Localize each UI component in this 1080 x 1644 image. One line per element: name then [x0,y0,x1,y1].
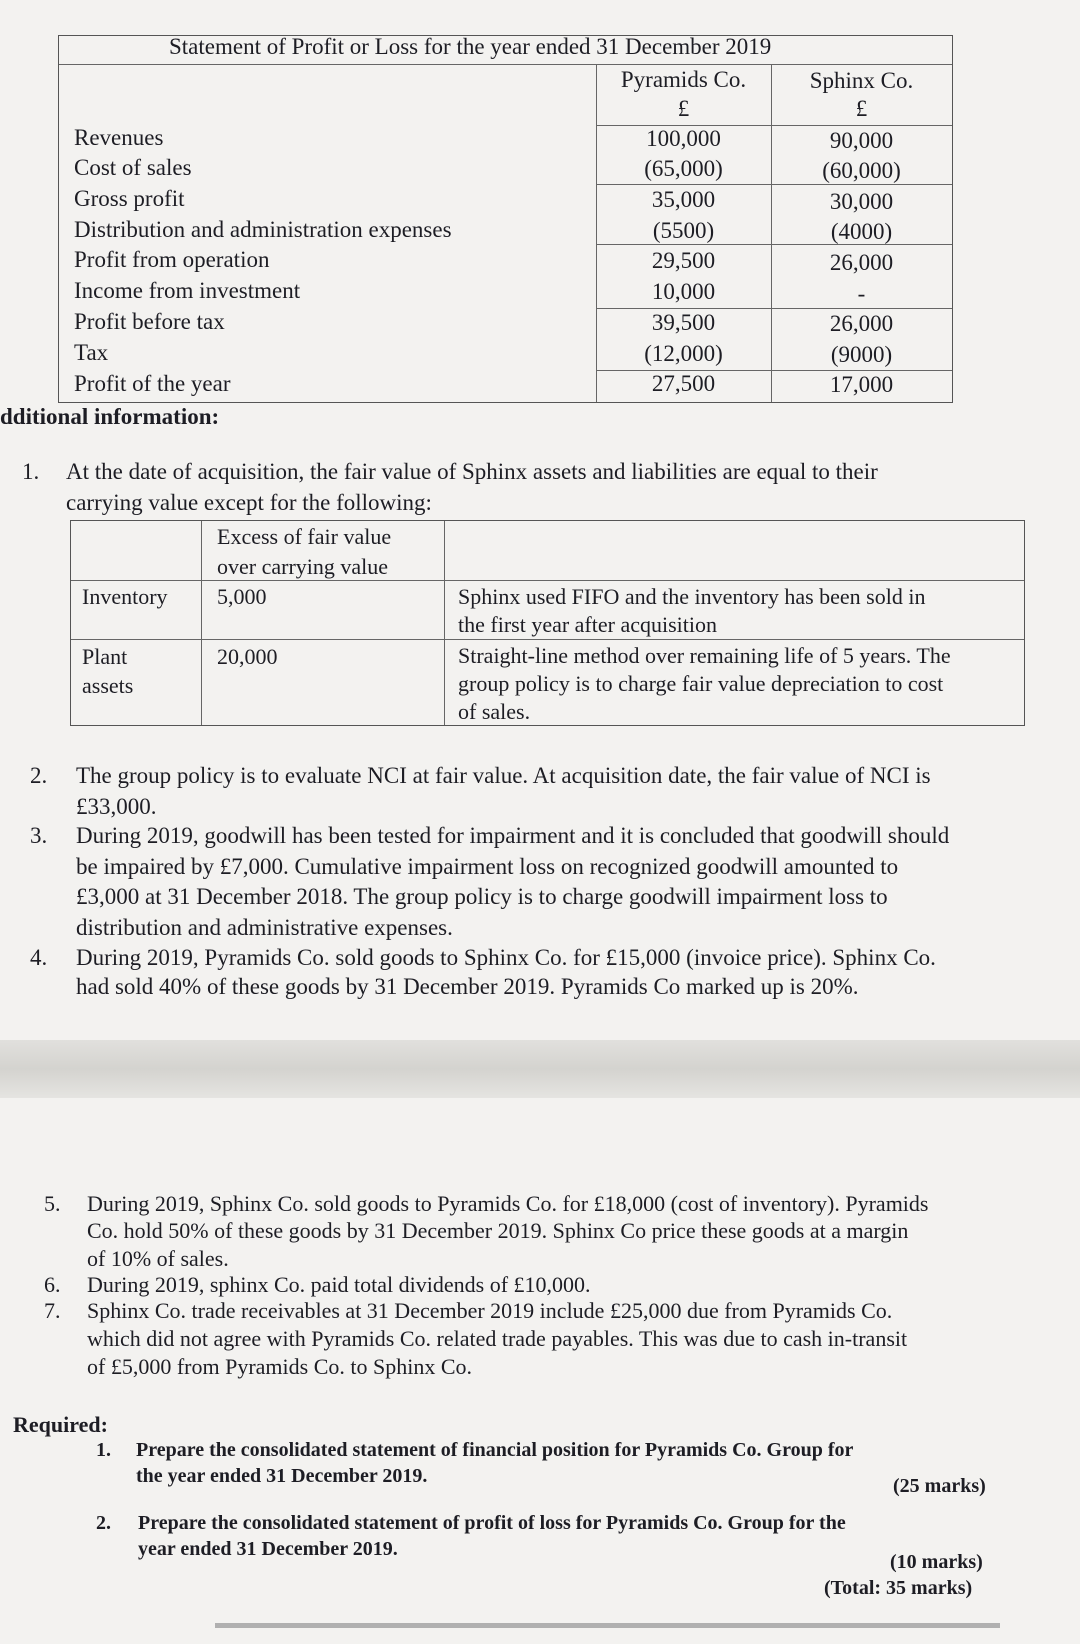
row-label: Gross profit [74,186,185,211]
fv-note: group policy is to charge fair value depreciation to cost [458,671,944,696]
row-label: Profit from operation [74,247,270,272]
item-line: of £5,000 from Pyramids Co. to Sphinx Co. [87,1354,473,1379]
value-pyramids: 29,500 [651,248,716,273]
item-line: £33,000. [76,794,157,819]
value-sphinx: (9000) [830,342,893,367]
item-line: During 2019, Pyramids Co. sold goods to Sphinx Co. for £15,000 (invoice price). Sphinx Co. [76,945,936,970]
page-separator-band [0,1040,1080,1098]
fv-note: Straight-line method over remaining life of 5 years. The [458,643,951,668]
fv-item: Plant [82,644,128,669]
fv-note: Sphinx used FIFO and the inventory has been sold in [458,584,926,609]
value-sphinx: 17,000 [829,372,894,397]
row-label: Income from investment [74,278,301,303]
value-sphinx: 90,000 [829,128,894,153]
value-sphinx: (60,000) [822,158,901,183]
currency-sphinx: £ [855,96,868,121]
item-number: 2. [30,763,48,788]
fv-amount: 20,000 [217,644,278,669]
item-number: 5. [44,1191,61,1216]
required-q1-marks: (25 marks) [893,1475,986,1497]
value-sphinx: 26,000 [829,311,894,336]
value-pyramids: (5500) [652,218,715,243]
item-line: During 2019, goodwill has been tested for impairment and it is concluded that goodwill should [76,823,950,848]
additional-info-heading: dditional information: [0,404,220,429]
bottom-rule [215,1623,1000,1628]
item-number: 3. [30,823,48,848]
required-q1-line: the year ended 31 December 2019. [136,1465,428,1487]
required-q2-marks: (10 marks) [890,1551,983,1573]
value-sphinx: 30,000 [829,189,894,214]
required-heading: Required: [13,1412,108,1437]
value-pyramids: 27,500 [651,371,716,396]
required-q2-line: year ended 31 December 2019. [138,1538,398,1560]
required-total-marks: (Total: 35 marks) [824,1577,973,1599]
row-label: Profit of the year [74,371,231,396]
value-sphinx: 26,000 [829,250,894,275]
row-label: Tax [74,340,109,365]
fv-header: Excess of fair value [217,524,392,549]
fair-value-table [70,520,1025,726]
fv-note: of sales. [458,699,531,724]
column-header-sphinx: Sphinx Co. [809,68,914,93]
row-label: Distribution and administration expenses [74,217,452,242]
item-1-number: 1. [22,459,40,484]
item-1-line: carrying value except for the following: [66,490,432,515]
item-line: The group policy is to evaluate NCI at fair value. At acquisition date, the fair value of NCI is [76,763,931,788]
value-pyramids: (12,000) [644,341,723,366]
required-q2-line: Prepare the consolidated statement of profit of loss for Pyramids Co. Group for the [138,1512,846,1534]
value-pyramids: 10,000 [651,279,716,304]
value-pyramids: 100,000 [646,126,721,151]
item-line: £3,000 at 31 December 2018. The group policy is to charge goodwill impairment loss to [76,884,888,909]
fv-item: Inventory [82,584,168,609]
row-label: Revenues [74,125,164,150]
fv-item: assets [82,673,134,698]
fv-note: the first year after acquisition [458,612,718,637]
row-label: Profit before tax [74,309,225,334]
value-sphinx: (4000) [830,219,893,244]
statement-title: Statement of Profit or Loss for the year ended 31 December 2019 [169,34,772,59]
item-number: 4. [30,945,48,970]
currency-pyramids: £ [677,96,690,121]
item-line: During 2019, sphinx Co. paid total dividends of £10,000. [87,1272,591,1297]
item-line: During 2019, Sphinx Co. sold goods to Pyramids Co. for £18,000 (cost of inventory). Pyramids [87,1191,929,1216]
item-line: be impaired by £7,000. Cumulative impairment loss on recognized goodwill amounted to [76,854,899,879]
required-q2-number: 2. [96,1512,111,1534]
item-number: 7. [44,1298,61,1323]
value-pyramids: (65,000) [644,156,723,181]
row-label: Cost of sales [74,155,192,180]
item-1-line: At the date of acquisition, the fair value of Sphinx assets and liabilities are equal to their [66,459,878,484]
item-line: of 10% of sales. [87,1246,229,1271]
fv-amount: 5,000 [217,584,267,609]
fv-header: over carrying value [217,554,389,579]
item-line: which did not agree with Pyramids Co. related trade payables. This was due to cash in-transit [87,1326,908,1351]
required-q1-number: 1. [96,1439,111,1461]
item-line: distribution and administrative expenses. [76,915,453,940]
required-q1-line: Prepare the consolidated statement of financial position for Pyramids Co. Group for [136,1439,854,1461]
profit-loss-statement-table [58,35,953,403]
value-sphinx: - [857,281,866,306]
item-line: Sphinx Co. trade receivables at 31 December 2019 include £25,000 due from Pyramids Co. [87,1298,893,1323]
item-line: had sold 40% of these goods by 31 December 2019. Pyramids Co marked up is 20%. [76,974,859,999]
value-pyramids: 39,500 [651,310,716,335]
column-header-pyramids: Pyramids Co. [620,67,747,92]
item-number: 6. [44,1272,61,1297]
value-pyramids: 35,000 [651,187,716,212]
item-line: Co. hold 50% of these goods by 31 December 2019. Sphinx Co price these goods at a margin [87,1218,909,1243]
